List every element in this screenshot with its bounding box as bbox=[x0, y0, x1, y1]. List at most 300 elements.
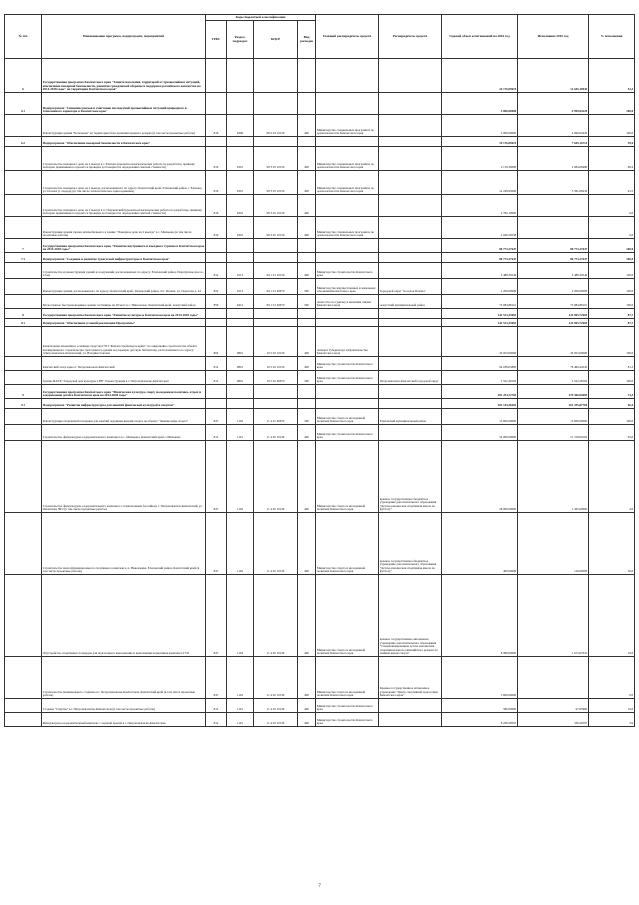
row-vid bbox=[298, 399, 316, 409]
row-main-manager: Министерство спорта и молодежной политики Камчатского края bbox=[316, 513, 379, 575]
row-fact: 80 773,27647 bbox=[518, 239, 589, 253]
row-plan: 94 038,05800 bbox=[442, 357, 518, 371]
row-number bbox=[5, 263, 42, 279]
row-plan: 400,00000 bbox=[442, 513, 518, 575]
table-row bbox=[5, 217, 635, 239]
row-fact bbox=[518, 195, 589, 217]
header-vid: Вид расходов bbox=[298, 21, 316, 59]
row-grbs: 819 bbox=[206, 171, 227, 195]
row-plan: 142 513,33903 bbox=[442, 319, 518, 327]
row-plan: 2 200,00000 bbox=[442, 279, 518, 295]
row-pct: 100,0 bbox=[589, 253, 635, 263]
table-row bbox=[5, 195, 635, 217]
row-manager bbox=[379, 59, 442, 93]
row-grbs: 812 bbox=[206, 371, 227, 385]
row-number bbox=[5, 357, 42, 371]
row-number bbox=[5, 195, 42, 217]
row-number: 8 bbox=[5, 309, 42, 319]
row-pct: 100,0 bbox=[589, 239, 635, 253]
program-row bbox=[5, 137, 635, 147]
header-pct: % исполнения bbox=[589, 15, 635, 59]
row-vid: 400 bbox=[298, 441, 316, 513]
row-grbs bbox=[206, 253, 227, 263]
row-main-manager: Министерство имущественных и земельных отношений Камчатского края bbox=[316, 279, 379, 295]
row-vid: 400 bbox=[298, 699, 316, 713]
row-grbs bbox=[206, 93, 227, 115]
row-fact: 45 953,00000 bbox=[518, 327, 589, 357]
row-plan: 5 488,39546 bbox=[442, 263, 518, 279]
row-plan: 5 000,00000 bbox=[442, 93, 518, 115]
row-kcsr: 11 4 01 40070 bbox=[254, 409, 298, 425]
row-manager: Петропавловск-Камчатский городской округ bbox=[379, 371, 442, 385]
row-pct: 4,9 bbox=[589, 441, 635, 513]
row-pct: 87,7 bbox=[589, 309, 635, 319]
row-name: Подпрограмма "Создание и развитие туристской инфраструктуры в Камчатском крае" bbox=[42, 253, 206, 263]
row-number bbox=[5, 699, 42, 713]
row-number bbox=[5, 657, 42, 699]
table-row bbox=[5, 115, 635, 137]
row-main-manager: Агентство по туризму и внешним связям Камчатского края bbox=[316, 295, 379, 309]
header-group: Коды бюджетной классификации bbox=[206, 15, 316, 21]
row-number: 6.1 bbox=[5, 93, 42, 115]
row-fact: 201 255,87784 bbox=[518, 399, 589, 409]
table-row bbox=[5, 371, 635, 385]
row-razdel: 0310 bbox=[227, 217, 254, 239]
row-plan: 24 176,09619 bbox=[442, 59, 518, 93]
row-fact: 97,05960 bbox=[518, 699, 589, 713]
row-name: Государственная программа Камчатского края "Защита населения, территорий от чрезвычайных ситуаций, обеспечение пожарной безопасности, развитие гражданской обороны и поддержка российского казачества на 2014-2018 годы" на территории Камчатского края" bbox=[42, 59, 206, 93]
row-fact: 330,26597 bbox=[518, 713, 589, 727]
row-plan: 5 000,00000 bbox=[442, 115, 518, 137]
row-main-manager bbox=[316, 253, 379, 263]
row-kcsr bbox=[254, 385, 298, 399]
row-number bbox=[5, 115, 42, 137]
row-kcsr: 11 4 03 10130 bbox=[254, 713, 298, 727]
row-name: Реконструкция здания "Котельная" на территории базы хранения краевого резерва (в том числе проектные работы) bbox=[42, 115, 206, 137]
row-main-manager bbox=[316, 137, 379, 147]
row-fact: 1 365,00000 bbox=[518, 441, 589, 513]
header-num: № п/п bbox=[5, 15, 42, 59]
row-vid: 500 bbox=[298, 409, 316, 425]
row-plan: 80 773,27647 bbox=[442, 239, 518, 253]
row-fact: 2 084,08480 bbox=[518, 147, 589, 171]
row-manager bbox=[379, 239, 442, 253]
row-vid bbox=[298, 319, 316, 327]
row-grbs: 819 bbox=[206, 195, 227, 217]
row-name: Подпрограмма "Развитие инфраструктуры для занятий физической культурой и спортом" bbox=[42, 399, 206, 409]
row-grbs: 847 bbox=[206, 575, 227, 657]
row-kcsr: 11 4 02 10130 bbox=[254, 657, 298, 699]
row-manager: краевое государственное бюджетное учреждение дополнительного образования "Детско-юношеская спортивная школа по футболу" bbox=[379, 441, 442, 513]
row-kcsr: 09 1 01 40070 bbox=[254, 295, 298, 309]
row-manager bbox=[379, 699, 442, 713]
row-fact bbox=[518, 217, 589, 239]
row-fact: 124 965,72665 bbox=[518, 319, 589, 327]
row-manager bbox=[379, 253, 442, 263]
row-razdel: 1102 bbox=[227, 409, 254, 425]
row-name: Стадион "Спартак" в г. Петропавловске-Камчатском (в том числе проектные работы) bbox=[42, 699, 206, 713]
row-pct: 100,0 bbox=[589, 93, 635, 115]
row-kcsr bbox=[254, 309, 298, 319]
table-row bbox=[5, 147, 635, 171]
row-name: Строительство физкультурно-оздоровительного комплекса в с. Мильково, Камчатский край, с.Мильково bbox=[42, 425, 206, 441]
row-kcsr: 08 3 05 10130 bbox=[254, 217, 298, 239]
row-name: Обустройство спортивных площадок для подготовки к выполнению и выполнения нормативов комплекса ГТО bbox=[42, 575, 206, 657]
row-razdel: 0309 bbox=[227, 115, 254, 137]
row-grbs bbox=[206, 239, 227, 253]
row-pct: 0,0 bbox=[589, 657, 635, 699]
row-plan: 54 000,00000 bbox=[442, 425, 518, 441]
row-fact: 80 773,27647 bbox=[518, 253, 589, 263]
row-kcsr bbox=[254, 399, 298, 409]
row-number bbox=[5, 441, 42, 513]
row-pct: 0,0 bbox=[589, 195, 635, 217]
row-fact: 7 645,16714 bbox=[518, 137, 589, 147]
row-plan: 12 228,95000 bbox=[442, 171, 518, 195]
row-vid: 500 bbox=[298, 295, 316, 309]
row-vid: 500 bbox=[298, 371, 316, 385]
row-plan: 2 046,59538 bbox=[442, 217, 518, 239]
row-grbs: 819 bbox=[206, 115, 227, 137]
row-pct: 100,0 bbox=[589, 263, 635, 279]
row-name: Физкультурно-оздоровительный комплекс с ледовой ареной в г. Петропавловске-Камчатском bbox=[42, 713, 206, 727]
row-manager bbox=[379, 425, 442, 441]
row-vid: 400 bbox=[298, 147, 316, 171]
row-razdel: 0113 bbox=[227, 263, 254, 279]
row-fact: 15 600,00000 bbox=[518, 409, 589, 425]
row-name: Государственная программа Камчатского края "Развитие культуры в Камчатском крае на 2014-2018 годы" bbox=[42, 309, 206, 319]
row-plan: 73 084,88101 bbox=[442, 295, 518, 309]
row-grbs: 819 bbox=[206, 147, 227, 171]
row-pct: 16,0 bbox=[589, 699, 635, 713]
row-main-manager: Министерство спорта и молодежной политики Камчатского края bbox=[316, 575, 379, 657]
row-pct: 52,3 bbox=[589, 59, 635, 93]
table-body bbox=[5, 59, 635, 727]
row-manager bbox=[379, 357, 442, 371]
row-razdel: 1102 bbox=[227, 657, 254, 699]
row-number bbox=[5, 713, 42, 727]
row-razdel bbox=[227, 137, 254, 147]
row-fact: 279 366,04683 bbox=[518, 385, 589, 399]
row-vid: 400 bbox=[298, 425, 316, 441]
row-name: Строительство пожарного депо на 2 выезда, расположенного по адресу: Камчатский край, Елизовский район, г. Елизово, ул. Попова (1 очередь) (в том числе технологическое присоединение) bbox=[42, 171, 206, 195]
row-name: Государственная программа Камчатского края "Физическая культура, спорт, молодежная политика, отдых и оздоровление детей в Камчатском крае на 2014-2018 годы" bbox=[42, 385, 206, 399]
row-number: 9.1 bbox=[5, 399, 42, 409]
row-fact: 5 561,08234 bbox=[518, 171, 589, 195]
row-pct: 30,0 bbox=[589, 513, 635, 575]
row-fact: 2 200,00000 bbox=[518, 279, 589, 295]
row-kcsr: 08 3 05 10130 bbox=[254, 147, 298, 171]
row-razdel: 1101 bbox=[227, 425, 254, 441]
row-plan: 381 254,72703 bbox=[442, 385, 518, 399]
table-row bbox=[5, 657, 635, 699]
row-razdel bbox=[227, 309, 254, 319]
table-row bbox=[5, 171, 635, 195]
row-main-manager bbox=[316, 319, 379, 327]
table-header bbox=[5, 15, 635, 59]
row-manager: краевое государственное бюджетное учреждение дополнительного образования "Детско-юношеская спортивная школа по футболу" bbox=[379, 513, 442, 575]
row-main-manager: Министерство строительства Камчатского края bbox=[316, 425, 379, 441]
row-main-manager bbox=[316, 399, 379, 409]
row-kcsr: 08 2 03 10130 bbox=[254, 115, 298, 137]
row-manager: Городской округ "поселок Палана" bbox=[379, 279, 442, 295]
row-name: Капитальные вложения в основные средства ГУП "Камчатстройэнергосервис" на завершение строительства объекта незавершенного строительства трехэтажного здания под краевую детскую библиотеку, расположенного по адресу: г.Петропавловск-Камчатский, ул. Владивостокская bbox=[42, 327, 206, 357]
row-main-manager: Министерство специальных программ и по делам казачества Камчатского края bbox=[316, 217, 379, 239]
row-name: Здание МАУК "Городской дом культуры СРВ". Реконструкция в г. Петропавловске-Камчатском bbox=[42, 371, 206, 385]
row-pct: 100,0 bbox=[589, 371, 635, 385]
row-number: 6.2 bbox=[5, 137, 42, 147]
row-manager bbox=[379, 713, 442, 727]
row-kcsr: 11 4 02 10130 bbox=[254, 425, 298, 441]
row-manager bbox=[379, 147, 442, 171]
row-pct: 100,0 bbox=[589, 279, 635, 295]
row-main-manager: Министерство строительства Камчатского края bbox=[316, 371, 379, 385]
row-fact: 5 488,39546 bbox=[518, 263, 589, 279]
row-manager: Краевое государственное автономное учреждение "Центр спортивной подготовки Камчатского края" bbox=[379, 657, 442, 699]
row-razdel: 0310 bbox=[227, 147, 254, 171]
row-grbs bbox=[206, 399, 227, 409]
row-manager bbox=[379, 217, 442, 239]
row-plan: 2 782,10000 bbox=[442, 195, 518, 217]
row-main-manager: Министерство строительства Камчатского края bbox=[316, 357, 379, 371]
row-manager bbox=[379, 319, 442, 327]
row-name: Строительство пожарного депо на 2 выезда в п. Озерновский (проектно-изыскательские работы по разработке, привязку повторно применяемого проекта и проверка достоверности определения сметной стоимости) bbox=[42, 195, 206, 217]
row-razdel bbox=[227, 319, 254, 327]
row-vid: 400 bbox=[298, 195, 316, 217]
row-pct: 100,0 bbox=[589, 115, 635, 137]
row-number: 8.1 bbox=[5, 319, 42, 327]
row-grbs bbox=[206, 385, 227, 399]
table-row bbox=[5, 513, 635, 575]
row-grbs: 812 bbox=[206, 699, 227, 713]
row-number bbox=[5, 327, 42, 357]
table-row bbox=[5, 713, 635, 727]
row-fact: 4 999,04229 bbox=[518, 93, 589, 115]
row-number: 7.1 bbox=[5, 253, 42, 263]
program-row bbox=[5, 59, 635, 93]
row-number bbox=[5, 295, 42, 309]
row-razdel: 1101 bbox=[227, 713, 254, 727]
row-razdel: 0801 bbox=[227, 357, 254, 371]
row-plan: 3 600,00000 bbox=[442, 657, 518, 699]
row-pct: 81,3 bbox=[589, 357, 635, 371]
row-plan: 45 953,00000 bbox=[442, 327, 518, 357]
row-number: 6 bbox=[5, 59, 42, 93]
row-vid bbox=[298, 137, 316, 147]
row-name: Подпрограмма "Обеспечение условий реализации Программы" bbox=[42, 319, 206, 327]
row-name: Реконструкция спортивной площадки для занятий ледовыми видами спорта на объекте "Зимние виды спорта" bbox=[42, 409, 206, 425]
row-manager bbox=[379, 195, 442, 217]
row-main-manager bbox=[316, 385, 379, 399]
row-vid: 400 bbox=[298, 115, 316, 137]
row-vid: 400 bbox=[298, 357, 316, 371]
row-grbs bbox=[206, 319, 227, 327]
row-pct: 73,3 bbox=[589, 385, 635, 399]
row-fact: 51 318,09102 bbox=[518, 425, 589, 441]
row-fact: 2 522,28102 bbox=[518, 371, 589, 385]
row-plan: 580,00000 bbox=[442, 699, 518, 713]
row-manager: Алеутский муниципальный район bbox=[379, 295, 442, 309]
row-grbs: 819 bbox=[206, 217, 227, 239]
table-row bbox=[5, 263, 635, 279]
row-kcsr: 08 3 05 10130 bbox=[254, 195, 298, 217]
row-kcsr: 09 1 01 40070 bbox=[254, 279, 298, 295]
row-manager bbox=[379, 327, 442, 357]
row-razdel: 0412 bbox=[227, 295, 254, 309]
row-pct: 100,0 bbox=[589, 295, 635, 309]
row-manager bbox=[379, 385, 442, 399]
row-razdel: 0113 bbox=[227, 279, 254, 295]
row-grbs: 850 bbox=[206, 295, 227, 309]
header-name: Наименование программ, подпрограмм, мероприятий bbox=[42, 15, 206, 59]
row-plan: 28 000,00000 bbox=[442, 441, 518, 513]
row-plan: 8 228,28597 bbox=[442, 713, 518, 727]
budget-table bbox=[4, 14, 635, 727]
row-grbs bbox=[206, 137, 227, 147]
table-row bbox=[5, 327, 635, 357]
row-vid: 400 bbox=[298, 575, 316, 657]
row-kcsr: 11 4 02 10130 bbox=[254, 575, 298, 657]
row-main-manager: Аппарат Губернатора и Правительства Камчатского края bbox=[316, 327, 379, 357]
row-manager: Елизовский муниципальный район bbox=[379, 409, 442, 425]
row-main-manager bbox=[316, 239, 379, 253]
row-plan: 2 522,28102 bbox=[442, 371, 518, 385]
row-pct: 0,0 bbox=[589, 217, 635, 239]
row-razdel bbox=[227, 253, 254, 263]
row-grbs: 812 bbox=[206, 425, 227, 441]
row-kcsr: 11 4 03 10130 bbox=[254, 699, 298, 713]
row-name: Строительство и реконструкция зданий и сооружений, расположенных по адресу: Елизовский район, Паратунское шоссе, 23 км bbox=[42, 263, 206, 279]
row-main-manager bbox=[316, 59, 379, 93]
row-name: Государственная программа Камчатского края "Развитие внутреннего и въездного туризма в Камчатском крае на 2014-2018 годы" bbox=[42, 239, 206, 253]
row-kcsr: 11 4 02 10130 bbox=[254, 513, 298, 575]
row-razdel: 1102 bbox=[227, 441, 254, 513]
row-manager bbox=[379, 399, 442, 409]
program-row bbox=[5, 239, 635, 253]
row-number bbox=[5, 575, 42, 657]
row-razdel: 0310 bbox=[227, 195, 254, 217]
row-grbs: 847 bbox=[206, 657, 227, 699]
row-main-manager bbox=[316, 93, 379, 115]
table-row bbox=[5, 357, 635, 371]
row-name: Подпрограмма "Снижение рисков и смягчение последствий чрезвычайных ситуаций природного и техногенного характера в Камчатском крае" bbox=[42, 93, 206, 115]
row-number: 7 bbox=[5, 239, 42, 253]
row-kcsr bbox=[254, 253, 298, 263]
row-pct: 3,9 bbox=[589, 713, 635, 727]
row-name: Реконструкция здания, расположенного по адресу: Камчатский край, Тигильский район, пгт. Палана, ул. Поротова д. 24 bbox=[42, 279, 206, 295]
row-razdel: 0801 bbox=[227, 327, 254, 357]
table-row bbox=[5, 441, 635, 513]
row-kcsr bbox=[254, 59, 298, 93]
row-kcsr: 11 4 02 10130 bbox=[254, 441, 298, 513]
report-sheet bbox=[4, 14, 634, 727]
row-pct: 39,9 bbox=[589, 137, 635, 147]
row-name: Малоэтажное быстровозводимое здание гостиницы на 18 мест в с. Никольское, Камчатский край, Алеутский район bbox=[42, 295, 206, 309]
row-vid: 400 bbox=[298, 713, 316, 727]
row-main-manager: Министерство строительства Камчатского края bbox=[316, 263, 379, 279]
row-main-manager: Министерство специальных программ и по делам казачества Камчатского края bbox=[316, 115, 379, 137]
row-fact bbox=[518, 657, 589, 699]
row-pct: 87,7 bbox=[589, 319, 635, 327]
row-vid bbox=[298, 93, 316, 115]
row-main-manager: Министерство спорта и молодежной политики Камчатского края bbox=[316, 409, 379, 425]
row-grbs: 847 bbox=[206, 409, 227, 425]
program-row bbox=[5, 253, 635, 263]
row-name: Строительство физкультурно-оздоровительного комплекса с плавательным бассейном, г. Петропавловск-Камчатский, ул. Океанская, 80/2 (в том числе проектные работы) bbox=[42, 441, 206, 513]
program-row bbox=[5, 385, 635, 399]
table-row bbox=[5, 409, 635, 425]
row-main-manager: Министерство спорта и молодежной политики Камчатского края bbox=[316, 441, 379, 513]
program-row bbox=[5, 309, 635, 319]
row-name: Подпрограмма "Обеспечение пожарной безопасности в Камчатском крае" bbox=[42, 137, 206, 147]
row-pct: 100,0 bbox=[589, 409, 635, 425]
row-name: Строительство межшкольного стадиона в г. Петропавловске-Камчатском, Камчатский край (в том числе проектные работы) bbox=[42, 657, 206, 699]
row-grbs bbox=[206, 59, 227, 93]
page-number: 7 bbox=[318, 884, 321, 889]
row-manager bbox=[379, 309, 442, 319]
row-kcsr bbox=[254, 319, 298, 327]
row-fact: 76 490,44543 bbox=[518, 357, 589, 371]
table-row bbox=[5, 295, 635, 309]
row-number bbox=[5, 513, 42, 575]
program-row bbox=[5, 319, 635, 327]
row-vid bbox=[298, 239, 316, 253]
table-row bbox=[5, 699, 635, 713]
row-razdel bbox=[227, 385, 254, 399]
row-kcsr: 10 5 02 10130 bbox=[254, 327, 298, 357]
row-pct: 18,6 bbox=[589, 575, 635, 657]
row-kcsr: 08 3 05 10130 bbox=[254, 171, 298, 195]
row-grbs: 812 bbox=[206, 357, 227, 371]
row-vid bbox=[298, 385, 316, 399]
row-main-manager: Министерство строительства Камчатского края bbox=[316, 713, 379, 727]
row-razdel bbox=[227, 59, 254, 93]
header-manager: Распорядитель средств bbox=[379, 15, 442, 59]
row-name: Строительство пожарного депо на 2 выезда в г. Елизово (проектно-изыскательские работы по разработке, привязку повторно применяемого проекта и проверка достоверности определения сметной стоимости) bbox=[42, 147, 206, 171]
row-number bbox=[5, 217, 42, 239]
table-row bbox=[5, 425, 635, 441]
row-number bbox=[5, 279, 42, 295]
row-vid: 400 bbox=[298, 217, 316, 239]
row-pct: 98,4 bbox=[589, 147, 635, 171]
row-name: Камчатский театр кукол г. Петропавловск-Камчатский bbox=[42, 357, 206, 371]
row-razdel: 0310 bbox=[227, 171, 254, 195]
header-grbs: ГРБС bbox=[206, 21, 227, 59]
row-plan: 8 989,00000 bbox=[442, 575, 518, 657]
row-name: Реконструкция здания гаража автомобильного в здание "Пожарное депо на 2 выезда" в с. Мильково (в том числе проектные работы) bbox=[42, 217, 206, 239]
row-fact: 4 999,04229 bbox=[518, 115, 589, 137]
row-kcsr bbox=[254, 137, 298, 147]
row-pct: 45,5 bbox=[589, 171, 635, 195]
row-fact: 12 645,10943 bbox=[518, 59, 589, 93]
row-plan: 303 143,56202 bbox=[442, 399, 518, 409]
program-row bbox=[5, 399, 635, 409]
header-exec: Исполнение 2016 год bbox=[518, 15, 589, 59]
row-kcsr: 10 5 02 40070 bbox=[254, 371, 298, 385]
row-main-manager: Министерство специальных программ и по делам казачества Камчатского края bbox=[316, 147, 379, 171]
row-razdel: 0801 bbox=[227, 371, 254, 385]
row-manager bbox=[379, 171, 442, 195]
row-main-manager bbox=[316, 309, 379, 319]
program-row bbox=[5, 93, 635, 115]
row-vid bbox=[298, 253, 316, 263]
row-vid: 400 bbox=[298, 657, 316, 699]
row-main-manager: Министерство строительства Камчатского края bbox=[316, 699, 379, 713]
row-manager bbox=[379, 263, 442, 279]
row-number bbox=[5, 425, 42, 441]
row-number bbox=[5, 371, 42, 385]
row-vid: 500 bbox=[298, 279, 316, 295]
